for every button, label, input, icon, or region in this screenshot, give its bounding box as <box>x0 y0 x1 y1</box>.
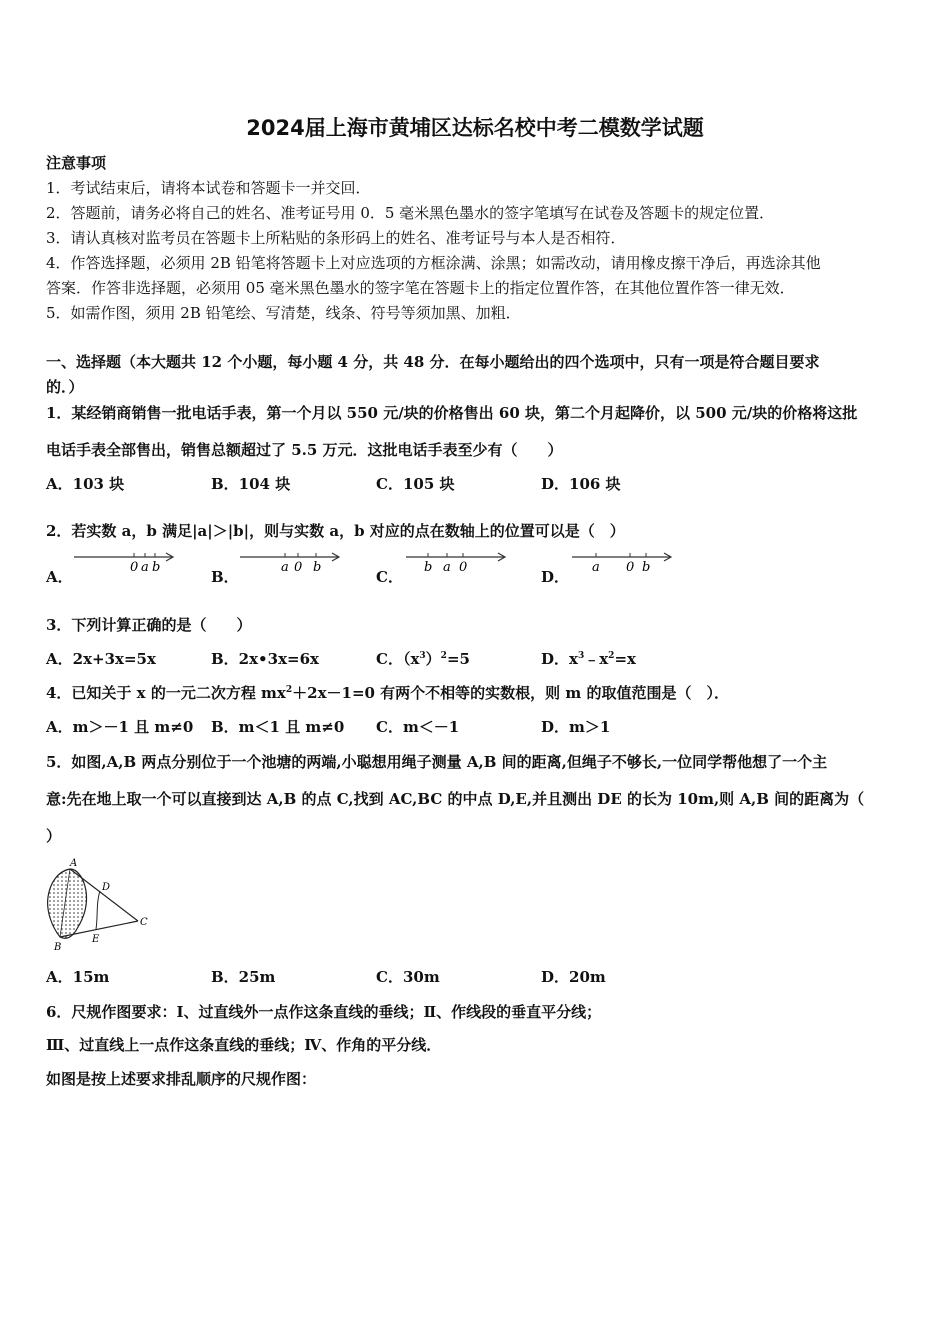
question-5-text: 5．如图,A,B 两点分别位于一个池塘的两端,小聪想用绳子测量 A,B 间的距离,但绳子不够长,一位同学帮他想了一个主 <box>46 753 828 771</box>
text: ） <box>425 650 441 668</box>
axis-label: 0 <box>459 560 468 575</box>
superscript: 2 <box>285 685 293 695</box>
figure-label: A <box>70 858 78 869</box>
q3-option-a: A．2x+3x=5x <box>46 650 156 668</box>
axis-label: a <box>141 560 149 575</box>
notice-item: 答案．作答非选择题，必须用 05 毫米黑色墨水的签字笔在答题卡上的指定位置作答，在其他位置作答一律无效． <box>46 279 795 297</box>
axis-label: b <box>313 560 322 575</box>
question-1-text: 1．某经销商销售一批电话手表，第一个月以 550 元/块的价格售出 60 块，第二个月起降价，以 500 元/块的价格将这批 <box>46 404 858 422</box>
axis-label: a <box>281 560 289 575</box>
axis-label: 0 <box>626 560 635 575</box>
q2-option-c: C． <box>376 568 403 586</box>
notice-item: 2．答题前，请务必将自己的姓名、准考证号用 0．5 毫米黑色墨水的签字笔填写在试卷及答题卡的规定位置． <box>46 204 775 222</box>
text: C．（x <box>376 650 420 668</box>
notice-item: 5．如需作图，须用 2B 铅笔绘、写清楚，线条、符号等须加黑、加粗． <box>46 304 521 322</box>
q4-option-b: B．m＜1 且 m≠0 <box>211 718 345 736</box>
page-title: 2024届上海市黄埔区达标名校中考二模数学试题 <box>246 116 704 140</box>
section-heading: 一、选择题（本大题共 12 个小题，每小题 4 分，共 48 分．在每小题给出的四个选项中，只有一项是符合题目要求 <box>46 353 820 371</box>
text: =5 <box>446 650 470 668</box>
axis-label: 0 <box>130 560 139 575</box>
figure-label: C <box>140 917 148 928</box>
number-line-d <box>570 547 678 577</box>
axis-label: b <box>424 560 433 575</box>
q1-option-c: C．105 块 <box>376 475 455 493</box>
question-3-text: 3．下列计算正确的是（ ） <box>46 616 252 634</box>
number-line-a <box>72 547 180 577</box>
axis-label: 0 <box>294 560 303 575</box>
question-6-text: 6．尺规作图要求：Ⅰ、过直线外一点作这条直线的垂线；Ⅱ、作线段的垂直平分线； <box>46 1003 602 1021</box>
axis-label: b <box>152 560 161 575</box>
question-6-text-cont: Ⅲ、过直线上一点作这条直线的垂线；Ⅳ、作角的平分线． <box>46 1036 442 1054</box>
q5-option-c: C．30m <box>376 968 440 986</box>
notice-item: 3．请认真核对监考员在答题卡上所粘贴的条形码上的姓名、准考证号与本人是否相符． <box>46 229 626 247</box>
section-heading-cont: 的．） <box>46 378 84 396</box>
q4-option-d: D．m＞1 <box>541 718 611 736</box>
question-5-text-end: ） <box>46 827 62 845</box>
q5-option-a: A．15m <box>46 968 110 986</box>
superscript: 2 <box>608 651 615 661</box>
number-line-b <box>238 547 346 577</box>
notice-heading: 注意事项 <box>46 154 107 172</box>
text: D．x <box>541 650 578 668</box>
q1-option-a: A．103 块 <box>46 475 125 493</box>
question-1-text-cont: 电话手表全部售出，销售总额超过了 5.5 万元．这批电话手表至少有（ ） <box>46 441 563 459</box>
q1-option-b: B．104 块 <box>211 475 291 493</box>
axis-label: b <box>642 560 651 575</box>
q2-option-b: B． <box>211 568 239 586</box>
question-4-text <box>46 682 729 703</box>
q3-option-b: B．2x•3x=6x <box>211 650 319 668</box>
notice-item: 4．作答选择题，必须用 2B 铅笔将答题卡上对应选项的方框涂满、涂黑；如需改动，请用橡皮擦干净后，再选涂其他 <box>46 254 821 272</box>
q2-option-a: A． <box>46 568 73 586</box>
pond-figure <box>40 855 160 955</box>
question-2-text: 2．若实数 a，b 满足|a|＞|b|，则与实数 a，b 对应的点在数轴上的位置可以是（ ） <box>46 522 625 540</box>
text: =x <box>614 650 636 668</box>
q2-option-d: D． <box>541 568 570 586</box>
text: 4．已知关于 x 的一元二次方程 mx <box>46 684 286 702</box>
q5-option-b: B．25m <box>211 968 276 986</box>
q4-option-a: A．m＞－1 且 m≠0 <box>46 718 194 736</box>
question-6-text-end: 如图是按上述要求排乱顺序的尺规作图： <box>46 1070 317 1088</box>
superscript: 3 <box>577 651 585 661</box>
q3-option-c <box>376 648 470 669</box>
figure-label: B <box>54 942 62 953</box>
axis-label: a <box>592 560 600 575</box>
text: ＋2x－1=0 有两个不相等的实数根，则 m 的取值范围是（ ）． <box>292 684 730 702</box>
number-line-c <box>404 547 512 577</box>
q4-option-c: C．m＜－1 <box>376 718 460 736</box>
q5-option-d: D．20m <box>541 968 606 986</box>
superscript: 2 <box>440 651 447 661</box>
axis-label: a <box>443 560 451 575</box>
text: ﹣x <box>584 650 609 668</box>
superscript: 3 <box>419 651 426 661</box>
question-5-text-cont: 意:先在地上取一个可以直接到达 A,B 的点 C,找到 AC,BC 的中点 D,E,并且测出 DE 的长为 10m,则 A,B 间的距离为（ <box>46 790 865 808</box>
figure-label: D <box>102 882 111 893</box>
q1-option-d: D．106 块 <box>541 475 621 493</box>
q3-option-d <box>541 648 636 669</box>
notice-item: 1．考试结束后，请将本试卷和答题卡一并交回． <box>46 179 371 197</box>
figure-label: E <box>92 934 100 945</box>
